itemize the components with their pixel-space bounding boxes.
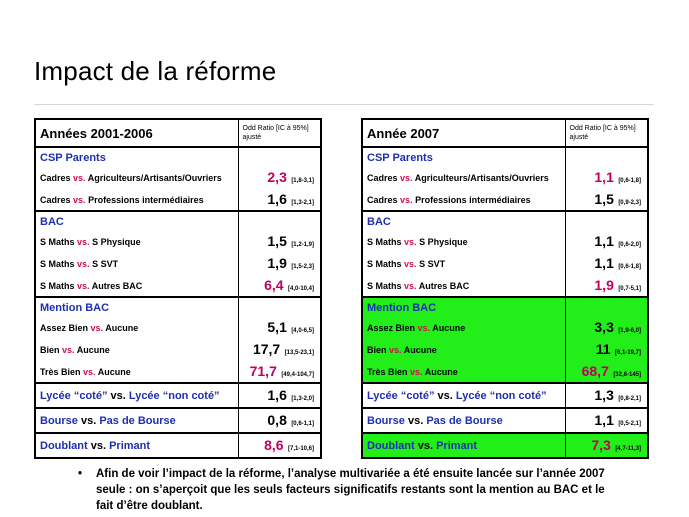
odds-ratio-cell: [565, 167, 648, 189]
vs-label: vs.: [83, 366, 96, 377]
reference-group: S Physique: [92, 237, 141, 247]
confidence-interval: [4,7-11,3]: [615, 445, 641, 452]
confidence-interval: [49,4-104,7]: [281, 371, 314, 378]
table-header-row: [362, 119, 648, 147]
odds-ratio-value: 1,5: [267, 233, 287, 249]
reference-group: Agriculteurs/Artisants/Ouvriers: [414, 173, 549, 183]
reference-group: Professions intermédiaires: [88, 194, 204, 205]
reference-group: S SVT: [92, 259, 119, 269]
reference-group: Aucune: [432, 323, 466, 333]
table-row: [362, 253, 648, 275]
confidence-interval: [0,6-1,8]: [618, 178, 641, 184]
odds-ratio-value: 17,7: [252, 341, 281, 357]
reference-group: Professions intermédiaires: [415, 194, 531, 205]
vs-label: vs.: [77, 259, 90, 269]
comparison-label: [35, 408, 238, 433]
confidence-interval: [0,6-1,1]: [291, 420, 314, 427]
odds-ratio-cell: [238, 361, 321, 383]
comparison-label: [362, 383, 565, 408]
table-row: [362, 189, 648, 211]
category-label: CSP Parents: [362, 147, 565, 167]
comparison-group: Bourse: [367, 414, 405, 427]
category-value-cell: [565, 211, 648, 231]
vs-label: vs.: [400, 194, 413, 205]
table-row: [35, 189, 321, 211]
table-row: [362, 339, 648, 361]
reference-group: Aucune: [424, 366, 458, 377]
odds-ratio-cell: [565, 253, 648, 275]
odds-ratio-cell: [565, 317, 648, 339]
confidence-interval: [13,5-23,1]: [284, 350, 314, 356]
conclusion-bullet: [78, 466, 608, 514]
category-label: BAC: [35, 211, 238, 231]
comparison-label: [362, 361, 565, 383]
vs-label: vs.: [389, 345, 402, 355]
page-title: Impact de la réforme: [34, 56, 277, 86]
category-value-cell: [238, 297, 321, 317]
odds-ratio-value: 71,7: [249, 362, 277, 379]
comparison-label: [35, 433, 238, 458]
comparison-label: [35, 231, 238, 253]
odds-ratio-value: 1,9: [267, 255, 287, 271]
vs-label: vs.: [73, 173, 86, 183]
confidence-interval: [1,5-2,3]: [291, 264, 314, 270]
comparison-group: Cadres: [40, 173, 71, 183]
odds-ratio-cell: [565, 408, 648, 433]
comparison-label: [362, 408, 565, 433]
reference-group: S Physique: [419, 237, 468, 247]
comparison-group: S Maths: [367, 259, 402, 269]
comparison-group: Doublant: [40, 439, 88, 452]
reference-group: Lycée “non coté”: [455, 389, 547, 402]
reference-group: Aucune: [403, 345, 437, 355]
confidence-interval: [4,0-6,5]: [291, 328, 314, 334]
vs-label: vs.: [110, 389, 126, 402]
comparison-group: Très Bien: [40, 366, 81, 377]
category-value-cell: [565, 297, 648, 317]
vs-label: vs.: [62, 345, 75, 355]
vs-label: vs.: [90, 323, 104, 333]
odds-ratio-value: 5,1: [267, 319, 287, 335]
confidence-interval: [4,0-10,4]: [287, 285, 314, 292]
vs-label: vs.: [410, 366, 423, 377]
vs-label: vs.: [407, 414, 424, 427]
odds-ratio-cell: [565, 383, 648, 408]
category-row: [362, 147, 648, 167]
confidence-interval: [0,6-2,0]: [618, 242, 641, 248]
category-row: [35, 211, 321, 231]
reference-group: Lycée “non coté”: [128, 389, 220, 402]
category-value-cell: [238, 211, 321, 231]
category-row: [35, 297, 321, 317]
odds-ratio-cell: [565, 361, 648, 383]
comparison-group: Cadres: [40, 194, 71, 205]
confidence-interval: [1,3-2,0]: [291, 395, 314, 402]
odds-ratio-value: 7,3: [591, 436, 611, 453]
comparison-label: [35, 361, 238, 383]
comparison-group: Bourse: [40, 414, 78, 427]
odds-ratio-value: 1,6: [267, 190, 287, 207]
vs-label: vs.: [404, 280, 417, 291]
vs-label: vs.: [404, 237, 417, 247]
odds-ratio-cell: [238, 275, 321, 297]
odds-ratio-header: Odd Ratio [IC à 95%] ajusté: [238, 119, 321, 147]
comparison-label: [362, 253, 565, 275]
reference-group: S SVT: [419, 259, 446, 269]
odds-ratio-cell: [238, 167, 321, 189]
vs-label: vs.: [77, 237, 90, 247]
confidence-interval: [1,2-1,9]: [291, 242, 314, 248]
comparison-group: S Maths: [40, 280, 75, 291]
vs-label: vs.: [77, 280, 90, 291]
table-row: [35, 317, 321, 339]
category-row: [35, 147, 321, 167]
vs-label: vs.: [417, 439, 434, 452]
odds-ratio-value: 1,1: [594, 169, 614, 185]
table-row: [35, 383, 321, 408]
odds-ratio-cell: [238, 231, 321, 253]
reference-group: Aucune: [97, 366, 131, 377]
reference-group: Pas de Bourse: [99, 414, 176, 427]
odds-ratio-cell: [238, 408, 321, 433]
confidence-interval: [0,6-1,8]: [618, 264, 641, 270]
table-row: [362, 408, 648, 433]
confidence-interval: [0,7-5,1]: [618, 285, 641, 292]
comparison-label: [35, 383, 238, 408]
odds-ratio-value: 1,1: [594, 411, 614, 428]
table-row: [362, 361, 648, 383]
reference-group: Aucune: [76, 345, 110, 355]
table-row: [362, 317, 648, 339]
odds-ratio-value: 6,4: [264, 276, 284, 293]
reference-group: Autres BAC: [418, 280, 470, 291]
confidence-interval: [0,9-2,3]: [618, 199, 641, 206]
reference-group: Aucune: [105, 323, 139, 333]
comparison-label: [35, 339, 238, 361]
odds-ratio-cell: [238, 253, 321, 275]
comparison-label: [35, 317, 238, 339]
comparison-label: [35, 253, 238, 275]
table-row: [35, 231, 321, 253]
reference-group: Agriculteurs/Artisants/Ouvriers: [87, 173, 222, 183]
odds-ratio-value: 11: [595, 341, 611, 357]
comparison-label: [362, 433, 565, 458]
odds-ratio-cell: [238, 339, 321, 361]
comparison-label: [35, 167, 238, 189]
odds-ratio-value: 68,7: [581, 362, 609, 379]
category-label: Mention BAC: [362, 297, 565, 317]
vs-label: vs.: [73, 194, 86, 205]
comparison-group: S Maths: [40, 259, 75, 269]
comparison-group: S Maths: [367, 237, 402, 247]
comparison-group: S Maths: [367, 280, 402, 291]
odds-ratio-cell: [565, 231, 648, 253]
bullet-text: Afin de voir l’impact de la réforme, l’analyse multivariée a été ensuite lancée sur l’année 2007 seule : on s’aperçoit que les seuls facteurs significatifs restants sont la mention au BAC et le fait d’être doublant.: [96, 468, 605, 512]
vs-label: vs.: [417, 323, 431, 333]
odds-ratio-value: 1,6: [267, 386, 287, 403]
odds-ratio-value: 3,3: [594, 319, 614, 335]
comparison-label: [362, 339, 565, 361]
table-row: [35, 167, 321, 189]
year-header: Année 2007: [362, 119, 565, 147]
comparison-group: Bien: [367, 345, 387, 355]
comparison-group: Assez Bien: [367, 323, 416, 333]
confidence-interval: [1,3-2,1]: [291, 199, 314, 206]
vs-label: vs.: [404, 259, 417, 269]
table-row: [362, 167, 648, 189]
odds-ratio-cell: [565, 339, 648, 361]
confidence-interval: [0,5-2,1]: [618, 420, 641, 427]
odds-ratio-value: 2,3: [267, 169, 287, 185]
table-row: [362, 231, 648, 253]
comparison-label: [35, 275, 238, 297]
reference-group: Primant: [436, 439, 478, 452]
odds-ratio-value: 1,1: [594, 233, 614, 249]
comparison-group: Cadres: [367, 173, 398, 183]
category-label: CSP Parents: [35, 147, 238, 167]
category-row: [362, 297, 648, 317]
reference-group: Pas de Bourse: [426, 414, 503, 427]
table-row: [35, 339, 321, 361]
odds-ratio-cell: [565, 189, 648, 211]
year-header: Années 2001-2006: [35, 119, 238, 147]
table-row: [362, 275, 648, 297]
category-label: BAC: [362, 211, 565, 231]
confidence-interval: [0,8-2,1]: [618, 395, 641, 402]
odds-ratio-cell: [238, 433, 321, 458]
comparison-label: [362, 167, 565, 189]
confidence-interval: [1,9-6,0]: [618, 328, 641, 334]
vs-label: vs.: [437, 389, 453, 402]
category-value-cell: [565, 147, 648, 167]
category-row: [362, 211, 648, 231]
comparison-group: Assez Bien: [40, 323, 89, 333]
table-row: [362, 433, 648, 458]
table-row: [35, 433, 321, 458]
comparison-group: Lycée “coté”: [40, 389, 108, 402]
vs-label: vs.: [80, 414, 97, 427]
odds-ratio-value: 1,1: [594, 255, 614, 271]
odds-ratio-cell: [238, 383, 321, 408]
odds-ratio-value: 1,9: [594, 276, 614, 293]
confidence-interval: [7,1-10,6]: [287, 445, 314, 452]
comparison-group: Bien: [40, 345, 60, 355]
reference-group: Autres BAC: [91, 280, 143, 291]
table-2001-2006: [34, 118, 322, 459]
vs-label: vs.: [400, 173, 413, 183]
confidence-interval: [32,6-145]: [613, 371, 641, 378]
category-label: Mention BAC: [35, 297, 238, 317]
category-value-cell: [238, 147, 321, 167]
table-row: [35, 275, 321, 297]
odds-ratio-cell: [565, 275, 648, 297]
title-divider: [34, 104, 654, 105]
bullet-icon: •: [78, 468, 83, 480]
comparison-group: S Maths: [40, 237, 75, 247]
comparison-label: [362, 317, 565, 339]
confidence-interval: [6,1-19,7]: [614, 350, 641, 356]
odds-ratio-value: 8,6: [264, 436, 284, 453]
odds-ratio-header: Odd Ratio [IC à 95%] ajusté: [565, 119, 648, 147]
comparison-label: [362, 231, 565, 253]
reference-group: Primant: [109, 439, 151, 452]
odds-ratio-value: 0,8: [267, 411, 287, 428]
comparison-group: Lycée “coté”: [367, 389, 435, 402]
table-2007: [361, 118, 649, 459]
odds-ratio-cell: [238, 317, 321, 339]
comparison-group: Cadres: [367, 194, 398, 205]
comparison-group: Très Bien: [367, 366, 408, 377]
odds-ratio-cell: [565, 433, 648, 458]
comparison-group: Doublant: [367, 439, 415, 452]
comparison-label: [362, 275, 565, 297]
odds-ratio-value: 1,3: [594, 386, 614, 403]
comparison-label: [362, 189, 565, 211]
table-row: [35, 408, 321, 433]
confidence-interval: [1,8-3,1]: [291, 178, 314, 184]
odds-ratio-value: 1,5: [594, 190, 614, 207]
table-row: [35, 253, 321, 275]
vs-label: vs.: [90, 439, 107, 452]
odds-ratio-cell: [238, 189, 321, 211]
table-header-row: [35, 119, 321, 147]
comparison-label: [35, 189, 238, 211]
table-row: [35, 361, 321, 383]
table-row: [362, 383, 648, 408]
